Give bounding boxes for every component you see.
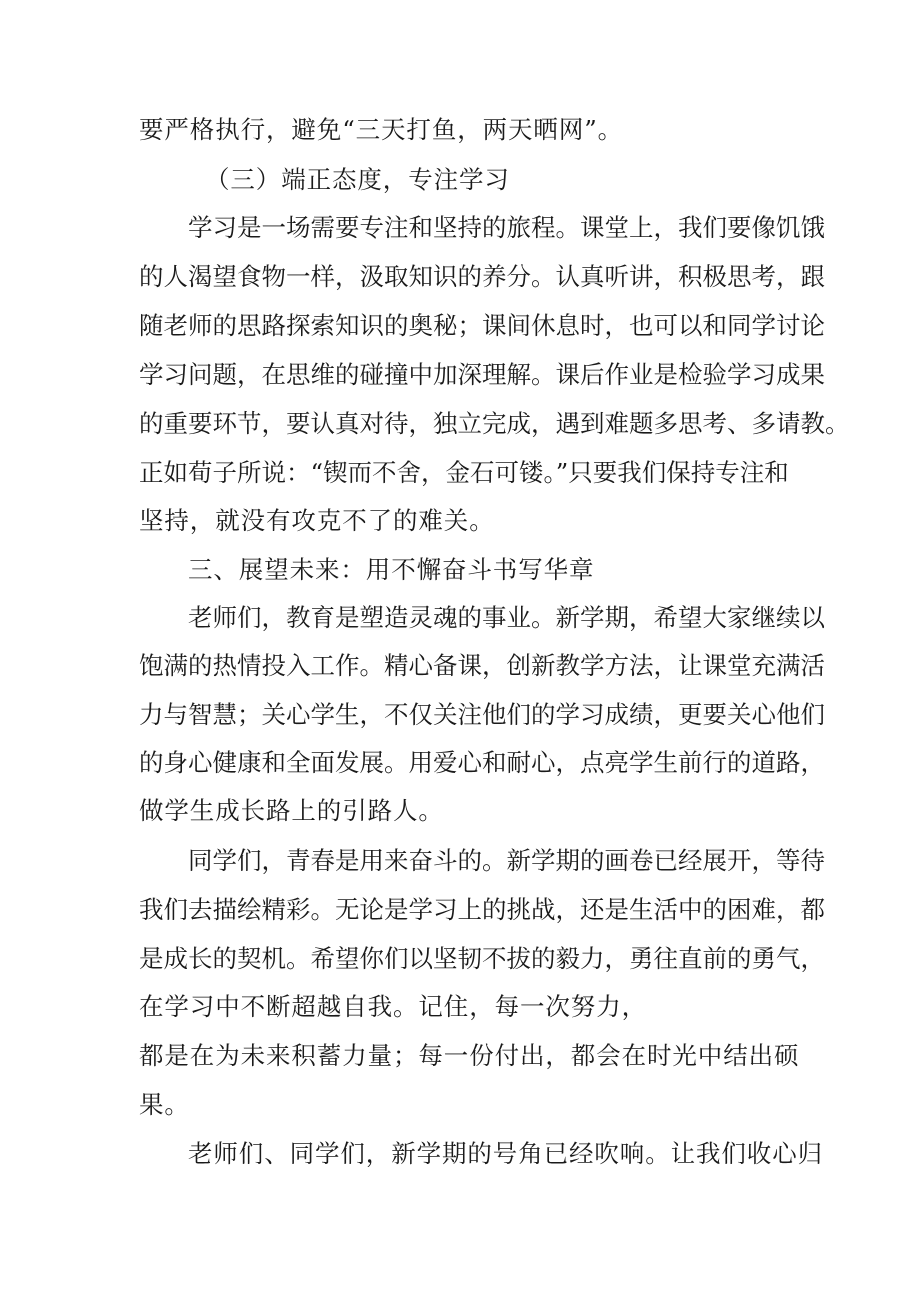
text-line: 老师们、同学们，新学期的号角已经吹响。让我们收心归 [188, 1139, 823, 1168]
text-line: 学习是一场需要专注和坚持的旅程。课堂上，我们要像饥饿 [188, 213, 825, 242]
section-heading: 三、展望未来：用不懈奋斗书写华章 [188, 555, 595, 584]
text-line: 学习问题，在思维的碰撞中加深理解。课后作业是检验学习成果 [139, 360, 825, 389]
text-line: 老师们，教育是塑造灵魂的事业。新学期，希望大家继续以 [188, 603, 825, 632]
section-heading: （三）端正态度，专注学习 [205, 165, 510, 194]
text-line: 的身心健康和全面发展。用爱心和耐心，点亮学生前行的道路， [139, 748, 825, 777]
text-line: 的人渴望食物一样，汲取知识的养分。认真听讲，积极思考，跟 [139, 262, 825, 291]
text-line: 饱满的热情投入工作。精心备课，创新教学方法，让课堂充满活 [139, 651, 825, 680]
text-line: 随老师的思路探索知识的奥秘；课间休息时，也可以和同学讨论 [139, 311, 825, 340]
text-line: 要严格执行，避免“三天打鱼，两天晒网”。 [139, 115, 624, 144]
text-line: 在学习中不断超越自我。记住，每一次努力， [139, 992, 647, 1021]
text-line: 我们去描绘精彩。无论是学习上的挑战，还是生活中的困难，都 [139, 895, 825, 924]
text-line: 都是在为未来积蓄力量；每一份付出，都会在时光中结出硕 [139, 1041, 800, 1070]
text-line: 的重要环节，要认真对待，独立完成，遇到难题多思考、多请教。 [139, 409, 850, 438]
text-line: 做学生成长路上的引路人。 [139, 796, 444, 825]
text-line: 是成长的契机。希望你们以坚韧不拔的毅力，勇往直前的勇气， [139, 944, 825, 973]
text-line: 坚持，就没有攻克不了的难关。 [139, 506, 495, 535]
text-line: 力与智慧；关心学生，不仅关注他们的学习成绩，更要关心他们 [139, 700, 825, 729]
text-line: 正如荀子所说：“锲而不舍，金石可镂。”只要我们保持专注和 [139, 458, 789, 487]
text-line: 同学们，青春是用来奋斗的。新学期的画卷已经展开，等待 [188, 846, 825, 875]
text-line: 果。 [139, 1090, 190, 1119]
